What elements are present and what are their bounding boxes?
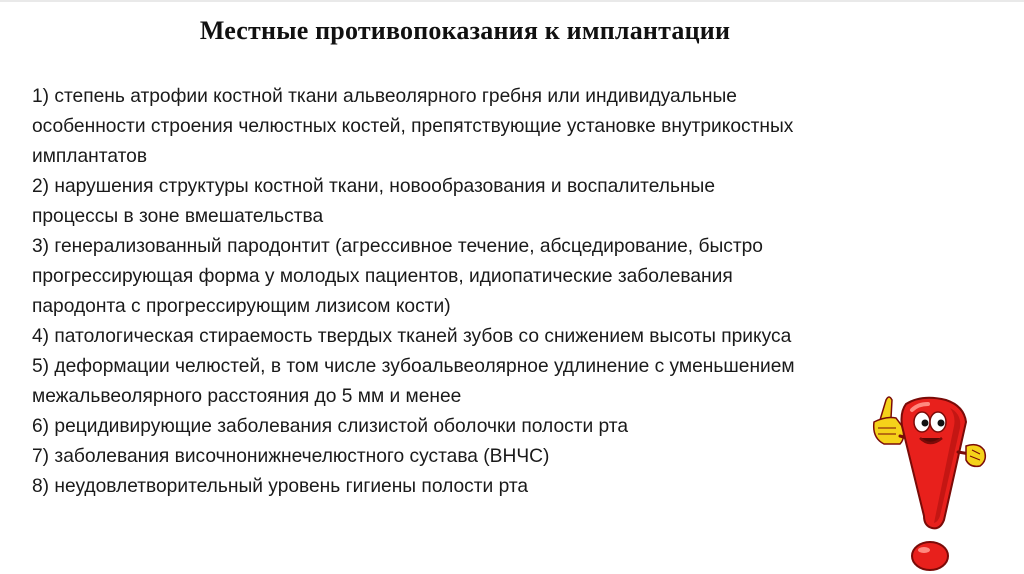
exclamation-mark-mascot-icon (866, 392, 992, 572)
contraindications-list (32, 82, 992, 502)
list-item-5: 5) деформации челюстей, в том числе зубоальвеолярное удлинение с уменьшением межальвеолярного расстояния до 5 мм и менее (32, 356, 795, 407)
top-divider (0, 0, 1024, 2)
list-item-2: 2) нарушения структуры костной ткани, новообразования и воспалительные процессы в зоне вмешательства (32, 176, 716, 227)
list-item-1: 1) степень атрофии костной ткани альвеолярного гребня или индивидуальные особенности строения челюстных костей, препятствующие установке внутрикостных имплантатов (32, 86, 794, 167)
slide-title: Местные противопоказания к имплантации (199, 16, 731, 45)
list-item-8: 8) неудовлетворительный уровень гигиены полости рта (32, 476, 529, 497)
exclamation-dot (912, 542, 948, 570)
waving-hand-icon (958, 445, 985, 467)
list-item-7: 7) заболевания височнонижнечелюстного сустава (ВНЧС) (32, 446, 550, 467)
list-item-4: 4) патологическая стираемость твердых тканей зубов со снижением высоты прикуса (32, 326, 792, 347)
list-item-6: 6) рецидивирующие заболевания слизистой оболочки полости рта (32, 416, 629, 437)
list-item-3: 3) генерализованный пародонтит (агрессивное течение, абсцедирование, быстро прогрессирующая форма у молодых пациентов, идиопатические заболевания пародонта с прогрессирующим лизисом кости) (32, 236, 763, 317)
